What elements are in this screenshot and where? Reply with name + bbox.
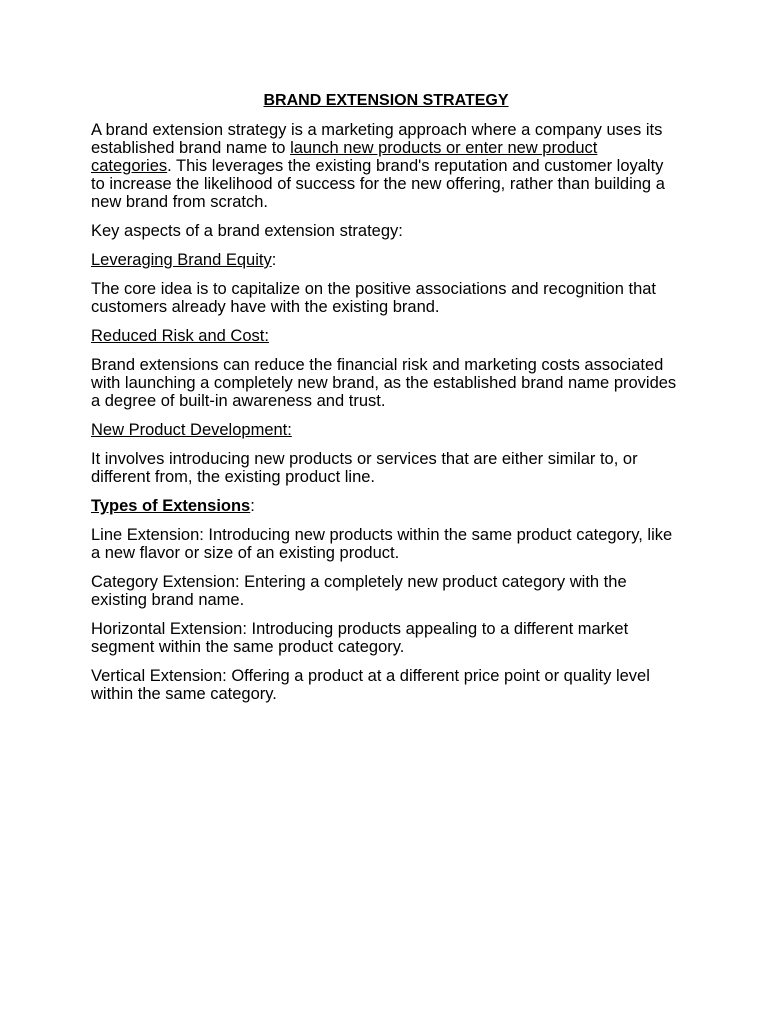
- aspect-heading-text: New Product Development:: [91, 421, 292, 439]
- key-aspects-intro: Key aspects of a brand extension strategy:: [91, 222, 403, 240]
- intro-paragraph: [91, 121, 681, 211]
- type-vertical-extension: Vertical Extension: Offering a product at a different price point or quality level within the same category.: [91, 667, 650, 703]
- aspect-body-brand-equity: The core idea is to capitalize on the positive associations and recognition that customers already have with the existing brand.: [91, 280, 657, 316]
- aspect-body-product-development: It involves introducing new products or services that are either similar to, or different from, the existing product line.: [91, 450, 638, 486]
- aspect-heading-colon: :: [271, 251, 277, 269]
- document-title: BRAND EXTENSION STRATEGY: [263, 92, 509, 109]
- type-horizontal-extension: Horizontal Extension: Introducing products appealing to a different market segment within the same product category.: [91, 620, 629, 656]
- aspect-heading-text: Leveraging Brand Equity: [91, 251, 272, 269]
- types-heading-colon: :: [250, 497, 255, 515]
- aspect-heading-text: Reduced Risk and Cost:: [91, 327, 269, 345]
- types-heading-text: Types of Extensions: [91, 497, 251, 515]
- type-line-extension: Line Extension: Introducing new products within the same product category, like a new flavor or size of an existing product.: [91, 526, 673, 562]
- type-category-extension: Category Extension: Entering a completely new product category with the existing brand name.: [91, 573, 627, 609]
- aspect-heading-brand-equity: [91, 251, 681, 269]
- aspect-heading-risk-cost: [91, 327, 681, 345]
- intro-text-end: . This leverages the existing brand's reputation and customer loyalty to increase the likelihood of success for the new offering, rather than building a new brand from scratch.: [91, 157, 665, 211]
- aspect-heading-product-development: [91, 421, 681, 439]
- document-body: [91, 91, 681, 714]
- types-heading: [91, 497, 681, 515]
- intro-text-start: A brand extension strategy is a marketing approach where a company uses its established brand name to: [91, 121, 663, 157]
- aspect-body-risk-cost: Brand extensions can reduce the financial risk and marketing costs associated with launching a completely new brand, as the established brand name provides a degree of built-in awareness and trust.: [91, 356, 677, 410]
- intro-underlined-phrase: launch new products or enter new product categories: [91, 139, 598, 175]
